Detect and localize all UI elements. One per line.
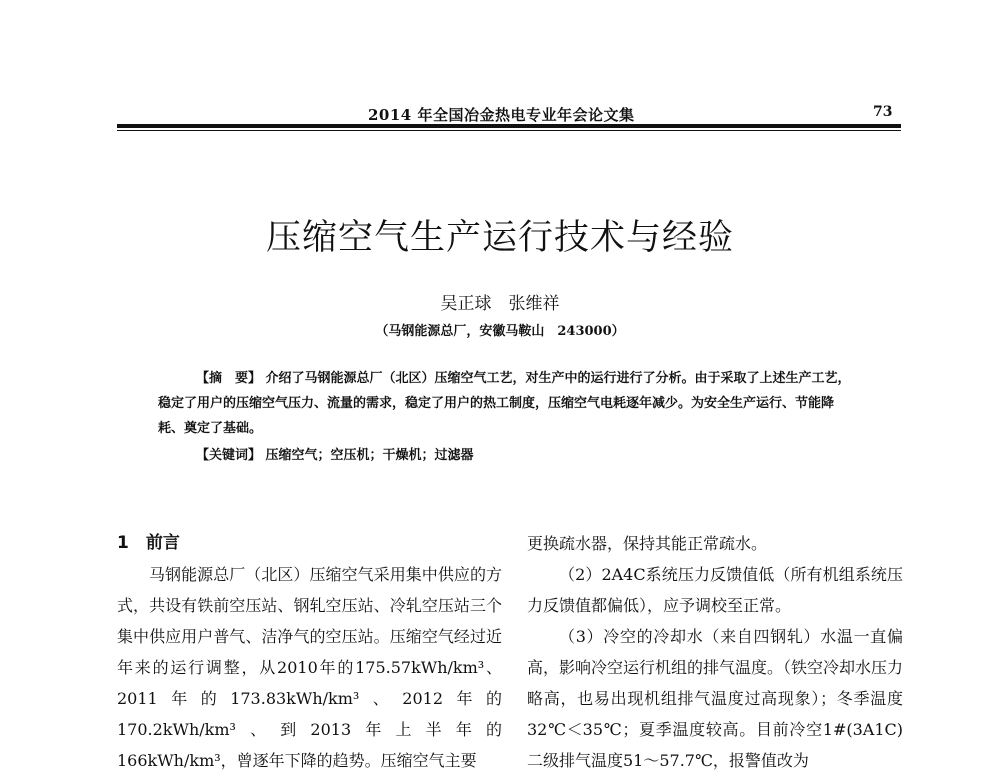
left-column [117,528,502,776]
right-paragraph-2: （2）2A4C系统压力反馈值低（所有机组系统压力反馈值都偏低），应予调校至正常。 [527,565,903,615]
keywords-text: 压缩空气；空压机；干燥机；过滤器 [265,448,474,463]
affiliation: （马钢能源总厂，安徽马鞍山 243000） [375,324,625,339]
section-heading: 1 前言 [117,533,180,553]
journal-header: 2014 年全国冶金热电专业年会论文集 [368,106,635,124]
right-paragraph-3: （3）冷空的冷却水（来自四钢轧）水温一直偏高，影响冷空运行机组的排气温度。（铁空冷却水压力略高，也易出现机组排气温度过高现象）；冬季温度32℃＜35℃；夏季温度较高。目前冷空1#(3A1C)二级排气温度51～57.7℃，报警值改为 [527,627,904,770]
keywords-label: 【关键词】 [196,448,262,463]
page-number: 73 [873,104,893,120]
paper-title: 压缩空气生产运行技术与经验 [265,218,734,258]
right-column [527,528,903,776]
abstract-text: 介绍了马钢能源总厂（北区）压缩空气工艺，对生产中的运行进行了分析。由于采取了上述生产工艺，稳定了用户的压缩空气压力、流量的需求，稳定了用户的热工制度，压缩空气电耗逐年减少。为安全生产运行、节能降耗、奠定了基础。 [158,371,851,436]
abstract [158,366,858,441]
keywords [196,443,896,468]
authors: 吴正球 张维祥 [440,294,560,314]
intro-paragraph: 马钢能源总厂（北区）压缩空气采用集中供应的方式，共设有铁前空压站、钢轧空压站、冷轧空压站三个集中供应用户普气、洁净气的空压站。压缩空气经过近年来的运行调整，从2010年的175.57kWh/km³、2011年的173.83kWh/km³、2012年的170.2kWh/km³、到2013年上半年的166kWh/km³，曾逐年下降的趋势。压缩空气主要 [117,565,502,770]
right-line-1: 更换疏水器，保持其能正常疏水。 [527,534,768,553]
header-rule-thin [117,130,901,131]
header-rule-thick [117,124,901,128]
abstract-label: 【摘 要】 [196,371,262,386]
